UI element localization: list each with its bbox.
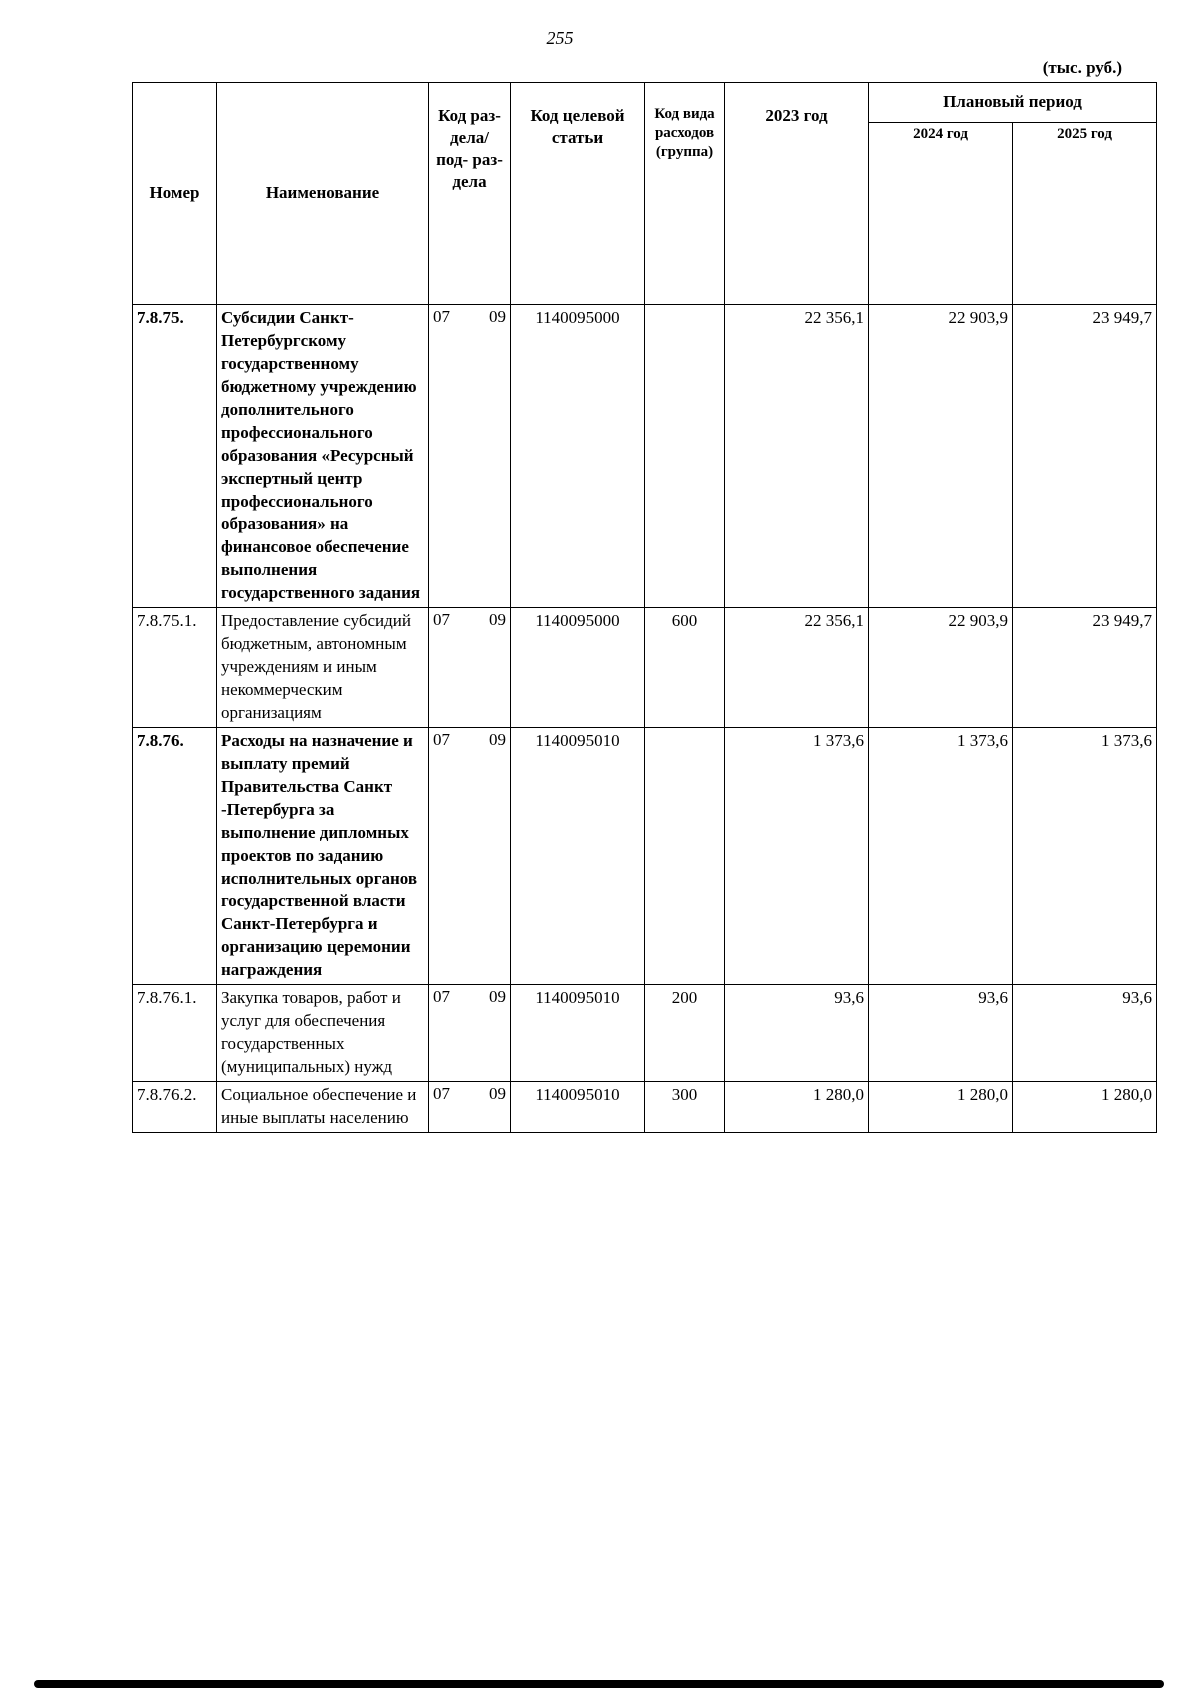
row-celevaya: 1140095000 — [511, 608, 645, 728]
row-2025: 23 949,7 — [1013, 608, 1157, 728]
row-2023: 93,6 — [725, 985, 869, 1082]
header-nomer: Номер — [133, 83, 217, 305]
row-nomer: 7.8.76.1. — [133, 985, 217, 1082]
row-name: Предоставление субсидий бюджетным, автономным учреждениям и иным некоммерческим организациям — [217, 608, 429, 728]
header-planovy-period: Плановый период — [869, 83, 1157, 123]
table-row — [133, 305, 1157, 608]
row-celevaya: 1140095010 — [511, 985, 645, 1082]
row-celevaya: 1140095010 — [511, 727, 645, 984]
row-podrazdel-code: 09 — [489, 610, 506, 630]
row-name: Закупка товаров, работ и услуг для обеспечения государственных (муниципальных) нужд — [217, 985, 429, 1082]
row-razdel — [429, 1081, 511, 1132]
row-vid — [645, 727, 725, 984]
row-nomer: 7.8.76. — [133, 727, 217, 984]
row-2025: 93,6 — [1013, 985, 1157, 1082]
row-vid — [645, 305, 725, 608]
row-name: Расходы на назначение и выплату премий Правительства Санкт -Петербурга за выполнение дипломных проектов по заданию исполнительных органов государственной власти Санкт-Петербурга и организацию церемонии награждения — [217, 727, 429, 984]
row-podrazdel-code: 09 — [489, 987, 506, 1007]
header-2023: 2023 год — [725, 83, 869, 305]
row-podrazdel-code: 09 — [489, 307, 506, 326]
row-razdel-code: 07 — [433, 307, 450, 326]
table-row — [133, 608, 1157, 728]
row-podrazdel-code: 09 — [489, 729, 506, 749]
row-2025: 23 949,7 — [1013, 305, 1157, 608]
row-nomer: 7.8.76.2. — [133, 1081, 217, 1132]
budget-table — [132, 82, 1157, 1133]
row-nomer: 7.8.75. — [133, 305, 217, 608]
table-row — [133, 727, 1157, 984]
row-celevaya: 1140095000 — [511, 305, 645, 608]
row-name: Социальное обеспечение и иные выплаты населению — [217, 1081, 429, 1132]
table-row — [133, 1081, 1157, 1132]
row-razdel-code: 07 — [433, 987, 450, 1007]
row-2023: 22 356,1 — [725, 608, 869, 728]
row-vid: 600 — [645, 608, 725, 728]
row-2023: 22 356,1 — [725, 305, 869, 608]
row-razdel — [429, 608, 511, 728]
header-2024: 2024 год — [869, 123, 1013, 305]
row-name: Субсидии Санкт-Петербургскому государственному бюджетному учреждению дополнительного профессионального образования «Ресурсный экспертный центр профессионального образования» на финансовое обеспечение выполнения государственного задания — [217, 305, 429, 608]
row-podrazdel-code: 09 — [489, 1083, 506, 1103]
row-nomer: 7.8.75.1. — [133, 608, 217, 728]
row-razdel-code: 07 — [433, 1083, 450, 1103]
header-naimenovanie: Наименование — [217, 83, 429, 305]
units-label: (тыс. руб.) — [1042, 58, 1122, 77]
row-razdel-code: 07 — [433, 610, 450, 630]
footer-rule — [34, 1680, 1164, 1688]
row-2025: 1 280,0 — [1013, 1081, 1157, 1132]
table-body — [133, 305, 1157, 1133]
row-2025: 1 373,6 — [1013, 727, 1157, 984]
row-razdel — [429, 305, 511, 608]
page-number: 255 — [546, 28, 574, 48]
header-kod-celevoy: Код целевой статьи — [511, 83, 645, 305]
row-celevaya: 1140095010 — [511, 1081, 645, 1132]
header-kod-razdela: Код раз- дела/ под- раз- дела — [429, 83, 511, 305]
table-row — [133, 985, 1157, 1082]
row-vid: 200 — [645, 985, 725, 1082]
header-kod-vida: Код вида расходов (группа) — [645, 83, 725, 305]
row-2024: 1 373,6 — [869, 727, 1013, 984]
row-razdel — [429, 727, 511, 984]
row-2024: 93,6 — [869, 985, 1013, 1082]
row-2023: 1 280,0 — [725, 1081, 869, 1132]
row-razdel-code: 07 — [433, 729, 450, 749]
row-2024: 22 903,9 — [869, 608, 1013, 728]
header-2025: 2025 год — [1013, 123, 1157, 305]
row-razdel — [429, 985, 511, 1082]
row-vid: 300 — [645, 1081, 725, 1132]
row-2024: 1 280,0 — [869, 1081, 1013, 1132]
row-2024: 22 903,9 — [869, 305, 1013, 608]
row-2023: 1 373,6 — [725, 727, 869, 984]
